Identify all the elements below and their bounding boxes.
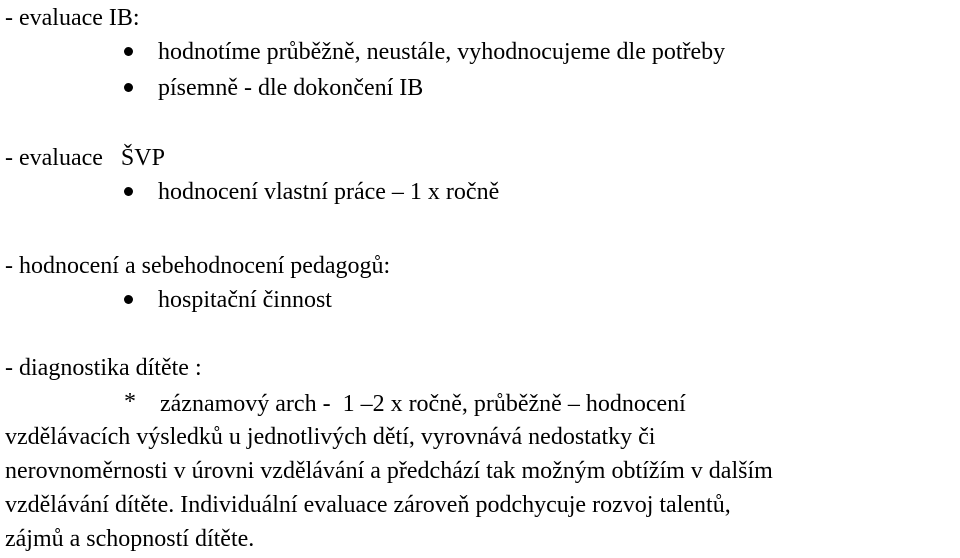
bullet-item: hospitační činnost xyxy=(158,287,332,313)
star-item-text: záznamový arch - 1 –2 x ročně, průběžně – hodnocení xyxy=(160,391,686,417)
bullet-icon xyxy=(124,83,133,92)
section-heading-evaluace-ib: - evaluace IB: xyxy=(5,5,140,31)
bullet-item: písemně - dle dokončení IB xyxy=(158,75,424,101)
paragraph-line: vzdělávacích výsledků u jednotlivých dětí, vyrovnává nedostatky či xyxy=(5,424,656,450)
bullet-icon xyxy=(124,295,133,304)
bullet-icon xyxy=(124,187,133,196)
paragraph-line: nerovnoměrnosti v úrovni vzdělávání a předchází tak možným obtížím v dalším xyxy=(5,458,773,484)
bullet-item: hodnotíme průběžně, neustále, vyhodnocujeme dle potřeby xyxy=(158,39,726,65)
section-heading-diagnostika: - diagnostika dítěte : xyxy=(5,355,202,381)
star-marker: * xyxy=(124,389,136,415)
bullet-icon xyxy=(124,47,133,56)
section-heading-evaluace-svp: - evaluace ŠVP xyxy=(5,145,165,171)
paragraph-line: zájmů a schopností dítěte. xyxy=(5,526,255,552)
paragraph-line: vzdělávání dítěte. Individuální evaluace zároveň podchycuje rozvoj talentů, xyxy=(5,492,731,518)
bullet-item: hodnocení vlastní práce – 1 x ročně xyxy=(158,179,500,205)
section-heading-hodnoceni-pedagogu: - hodnocení a sebehodnocení pedagogů: xyxy=(5,253,391,279)
